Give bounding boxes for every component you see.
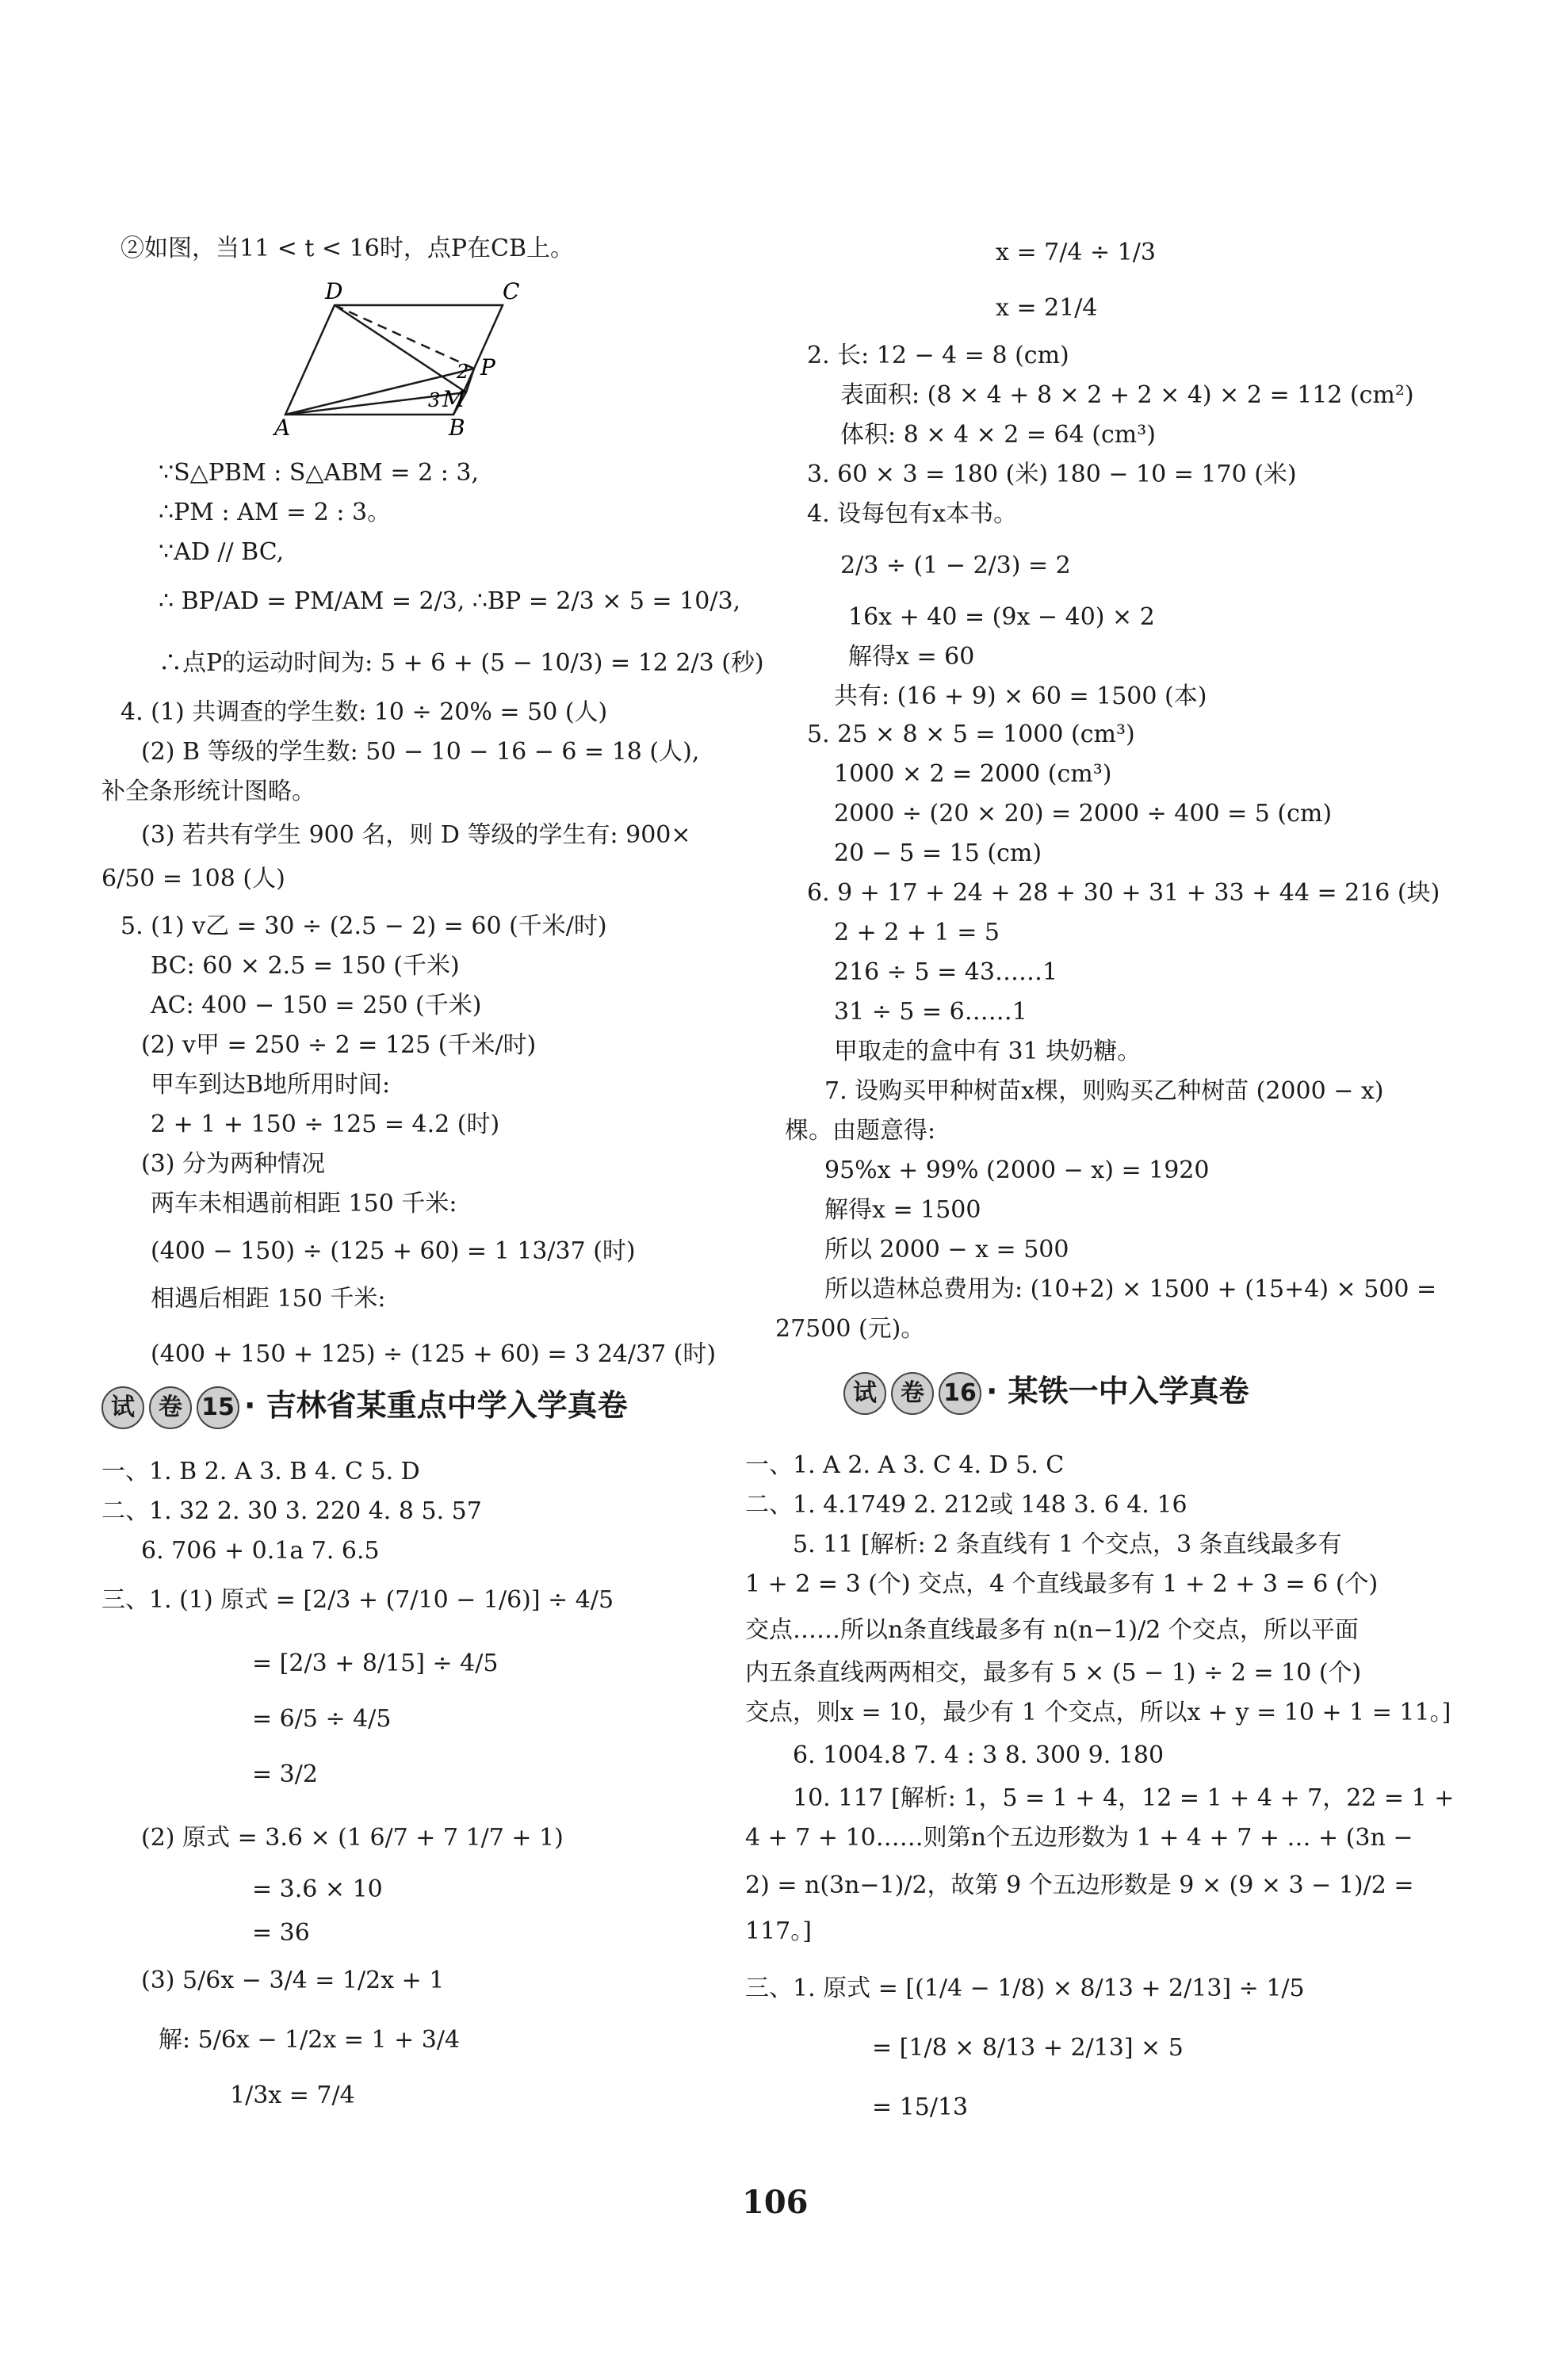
q4-line-4: (3) 若共有学生 900 名，则 D 等级的学生有: 900× (141, 821, 691, 849)
r-line-8: 2/3 ÷ (1 − 2/3) = 2 (840, 552, 1071, 579)
q3-intro: ②如图，当11 < t < 16时，点P在CB上。 (120, 235, 575, 262)
s15-line-8: (2) 原式 = 3.6 × (1 6/7 + 7 1/7 + 1) (141, 1824, 564, 1852)
r-line-22: 棵。由题意得: (785, 1117, 936, 1145)
section-16-title: · 某铁一中入学真卷 (986, 1374, 1249, 1409)
s15-line-4: 三、1. (1) 原式 = [2/3 + (7/10 − 1/6)] ÷ 4/5 (101, 1586, 614, 1614)
s15-line-2: 二、1. 32 2. 30 3. 220 4. 8 5. 57 (101, 1497, 482, 1525)
q3-line-2: ∴PM : AM = 2 : 3。 (159, 499, 392, 526)
section-15-badge-juan: 卷 (149, 1386, 192, 1429)
s15-line-13: 1/3x = 7/4 (230, 2082, 355, 2109)
s15-line-6: = 6/5 ÷ 4/5 (252, 1705, 392, 1733)
s16-line-4: 1 + 2 = 3 (个) 交点，4 个直线最多有 1 + 2 + 3 = 6 (个) (745, 1570, 1379, 1598)
s16-line-12: 117。] (745, 1917, 812, 1945)
r-line-9: 16x + 40 = (9x − 40) × 2 (848, 603, 1155, 631)
q5-line-3: AC: 400 − 150 = 250 (千米) (151, 992, 482, 1019)
r-line-4: 表面积: (8 × 4 + 8 × 2 + 2 × 4) × 2 = 112 (cm²) (840, 381, 1414, 409)
q5-line-1: 5. (1) v乙 = 30 ÷ (2.5 − 2) = 60 (千米/时) (120, 912, 607, 940)
q5-line-11: (400 + 150 + 125) ÷ (125 + 60) = 3 24/37 (时) (151, 1340, 717, 1368)
r-line-13: 1000 × 2 = 2000 (cm³) (834, 760, 1112, 788)
parallelogram-figure (270, 281, 539, 440)
page-number: 106 (742, 2184, 809, 2221)
s16-line-1: 一、1. A 2. A 3. C 4. D 5. C (745, 1451, 1065, 1479)
r-line-17: 2 + 2 + 1 = 5 (834, 919, 1000, 946)
s15-line-10: = 36 (252, 1919, 310, 1947)
r-line-3: 2. 长: 12 − 4 = 8 (cm) (807, 342, 1069, 369)
s16-line-9: 10. 117 [解析: 1，5 = 1 + 4，12 = 1 + 4 + 7，22 = 1 + (793, 1784, 1455, 1812)
label-c: C (503, 281, 520, 304)
r-line-26: 所以造林总费用为: (10+2) × 1500 + (15+4) × 500 = (824, 1275, 1437, 1303)
q5-line-4: (2) v甲 = 250 ÷ 2 = 125 (千米/时) (141, 1031, 537, 1059)
q4-line-1: 4. (1) 共调查的学生数: 10 ÷ 20% = 50 (人) (120, 698, 608, 726)
s16-line-14: = [1/8 × 8/13 + 2/13] × 5 (872, 2034, 1184, 2062)
q5-line-7: (3) 分为两种情况 (141, 1150, 326, 1178)
r-line-23: 95%x + 99% (2000 − x) = 1920 (824, 1156, 1210, 1184)
s15-line-5: = [2/3 + 8/15] ÷ 4/5 (252, 1650, 499, 1677)
label-2: 2 (457, 361, 469, 383)
r-line-14: 2000 ÷ (20 × 20) = 2000 ÷ 400 = 5 (cm) (834, 800, 1333, 828)
section-16-badge-shi: 试 (843, 1372, 886, 1415)
section-15-title: · 吉林省某重点中学入学真卷 (244, 1388, 628, 1423)
q3-line-4: ∴ BP/AD = PM/AM = 2/3, ∴BP = 2/3 × 5 = 10/3, (159, 587, 741, 615)
q3-line-5: ∴点P的运动时间为: 5 + 6 + (5 − 10/3) = 12 2/3 (秒) (159, 649, 764, 677)
q5-line-2: BC: 60 × 2.5 = 150 (千米) (151, 952, 460, 980)
s16-line-7: 交点，则x = 10，最少有 1 个交点，所以x + y = 10 + 1 = 11。] (745, 1699, 1451, 1726)
q3-line-3: ∵AD // BC, (159, 538, 285, 566)
label-3: 3 (428, 389, 441, 411)
section-16-header (843, 1371, 1249, 1415)
s15-line-1: 一、1. B 2. A 3. B 4. C 5. D (101, 1458, 420, 1485)
label-m: M (442, 386, 465, 412)
s15-line-9: = 3.6 × 10 (252, 1875, 383, 1903)
r-line-21: 7. 设购买甲种树苗x棵，则购买乙种树苗 (2000 − x) (824, 1077, 1384, 1105)
r-line-10: 解得x = 60 (848, 643, 975, 671)
s15-line-11: (3) 5/6x − 3/4 = 1/2x + 1 (141, 1967, 445, 1994)
label-b: B (449, 415, 465, 440)
s16-line-5: 交点……所以n条直线最多有 n(n−1)/2 个交点，所以平面 (745, 1616, 1359, 1644)
r-line-25: 所以 2000 − x = 500 (824, 1236, 1069, 1263)
r-line-5: 体积: 8 × 4 × 2 = 64 (cm³) (840, 421, 1156, 449)
s15-line-12: 解: 5/6x − 1/2x = 1 + 3/4 (159, 2026, 461, 2054)
r-line-15: 20 − 5 = 15 (cm) (834, 839, 1042, 867)
s16-line-6: 内五条直线两两相交，最多有 5 × (5 − 1) ÷ 2 = 10 (个) (745, 1659, 1362, 1687)
s16-line-11: 2) = n(3n−1)/2，故第 9 个五边形数是 9 × (9 × 3 − 1)/2 = (745, 1871, 1414, 1899)
s16-line-2: 二、1. 4.1749 2. 212或 148 3. 6 4. 16 (745, 1491, 1187, 1519)
s16-line-13: 三、1. 原式 = [(1/4 − 1/8) × 8/13 + 2/13] ÷ 1/5 (745, 1975, 1305, 2002)
r-line-27: 27500 (元)。 (775, 1315, 925, 1343)
label-d: D (325, 281, 343, 304)
q4-line-5: 6/50 = 108 (人) (101, 865, 285, 893)
r-line-2: x = 21/4 (996, 294, 1098, 322)
r-line-11: 共有: (16 + 9) × 60 = 1500 (本) (834, 682, 1207, 710)
s15-line-3: 6. 706 + 0.1a 7. 6.5 (141, 1537, 380, 1565)
section-15-header (101, 1386, 628, 1429)
parallelogram-abcd (285, 305, 503, 415)
r-line-12: 5. 25 × 8 × 5 = 1000 (cm³) (807, 721, 1135, 748)
q3-line-1: ∵S△PBM : S△ABM = 2 : 3, (159, 459, 479, 487)
section-16-number: 16 (939, 1372, 981, 1415)
section-15-number: 15 (197, 1386, 239, 1429)
r-line-1: x = 7/4 ÷ 1/3 (996, 239, 1156, 266)
label-a: A (274, 415, 291, 440)
r-line-24: 解得x = 1500 (824, 1196, 981, 1224)
dashed-dp (335, 305, 474, 369)
s16-line-15: = 15/13 (872, 2093, 969, 2121)
q5-line-5: 甲车到达B地所用时间: (151, 1071, 391, 1099)
q4-line-3: 补全条形统计图略。 (101, 778, 316, 805)
r-line-16: 6. 9 + 17 + 24 + 28 + 30 + 31 + 33 + 44 = 216 (块) (807, 879, 1440, 907)
r-line-20: 甲取走的盒中有 31 块奶糖。 (834, 1038, 1142, 1065)
q4-line-2: (2) B 等级的学生数: 50 − 10 − 16 − 6 = 18 (人), (141, 738, 700, 766)
r-line-6: 3. 60 × 3 = 180 (米) 180 − 10 = 170 (米) (807, 461, 1297, 488)
q5-line-8: 两车未相遇前相距 150 千米: (151, 1190, 457, 1218)
r-line-18: 216 ÷ 5 = 43……1 (834, 958, 1058, 986)
label-p: P (480, 354, 495, 380)
s16-line-3: 5. 11 [解析: 2 条直线有 1 个交点，3 条直线最多有 (793, 1531, 1342, 1558)
s16-line-8: 6. 1004.8 7. 4 : 3 8. 300 9. 180 (793, 1741, 1165, 1769)
section-15-badge-shi: 试 (101, 1386, 144, 1429)
q5-line-10: 相遇后相距 150 千米: (151, 1285, 386, 1313)
r-line-7: 4. 设每包有x本书。 (807, 500, 1018, 528)
q5-line-6: 2 + 1 + 150 ÷ 125 = 4.2 (时) (151, 1111, 500, 1138)
segment-dm (335, 305, 469, 392)
q5-line-9: (400 − 150) ÷ (125 + 60) = 1 13/37 (时) (151, 1237, 636, 1265)
s15-line-7: = 3/2 (252, 1760, 318, 1788)
s16-line-10: 4 + 7 + 10……则第n个五边形数为 1 + 4 + 7 + … + (3n − (745, 1824, 1413, 1852)
r-line-19: 31 ÷ 5 = 6……1 (834, 998, 1027, 1026)
section-16-badge-juan: 卷 (891, 1372, 934, 1415)
